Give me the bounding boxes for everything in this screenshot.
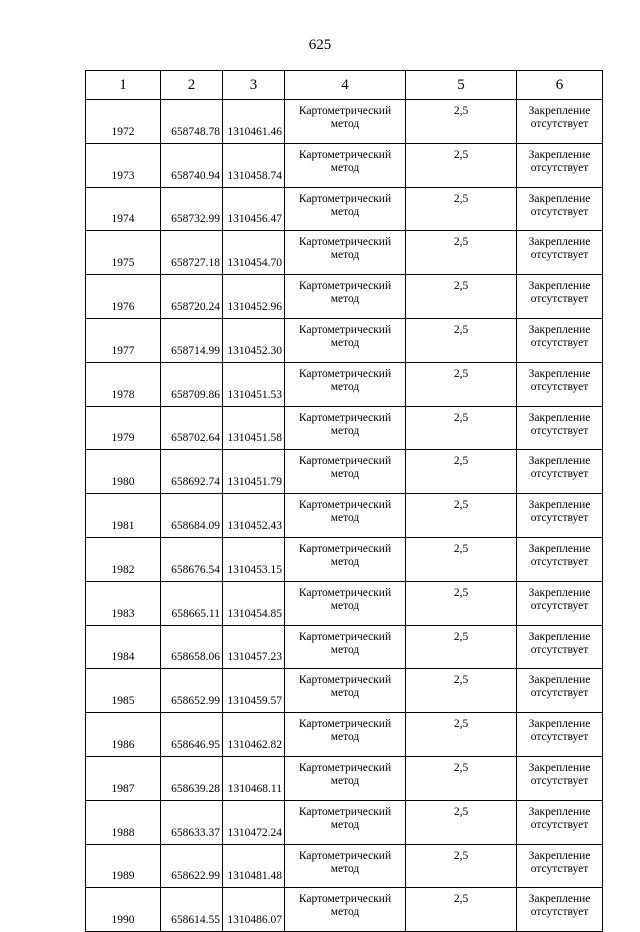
method-cell-line-2: метод: [330, 599, 360, 612]
method-cell: [285, 888, 406, 932]
method-cell-line-2: метод: [330, 380, 360, 393]
column-header-2: 2: [161, 71, 223, 100]
method-cell-line-1: Картометрический: [298, 630, 392, 643]
fixation-cell-line-1: Закрепление: [528, 674, 591, 687]
fixation-cell-line-2: отсутствует: [530, 774, 589, 787]
point-number-cell: 1980: [86, 450, 161, 494]
fixation-cell: [517, 756, 603, 800]
fixation-cell-line-2: отсутствует: [530, 906, 589, 919]
column-header-6: 6: [517, 71, 603, 100]
method-cell: [285, 450, 406, 494]
table-header-row: [86, 71, 603, 100]
method-cell: [285, 100, 406, 144]
y-coordinate-cell: 1310472.24: [223, 800, 285, 844]
table-row: [86, 231, 603, 275]
y-coordinate-cell: 1310452.96: [223, 275, 285, 319]
table-row: [86, 844, 603, 888]
y-coordinate-cell: 1310453.15: [223, 537, 285, 581]
x-coordinate-cell: 658633.37: [161, 800, 223, 844]
x-coordinate-cell: 658714.99: [161, 318, 223, 362]
x-coordinate-cell: 658684.09: [161, 494, 223, 538]
accuracy-cell: 2,5: [406, 800, 517, 844]
y-coordinate-cell: 1310452.43: [223, 494, 285, 538]
fixation-cell-line-1: Закрепление: [528, 805, 591, 818]
fixation-cell-line-2: отсутствует: [530, 118, 589, 130]
fixation-cell-line-1: Закрепление: [528, 148, 591, 161]
fixation-cell-line-1: Закрепление: [528, 367, 591, 380]
method-cell: [285, 625, 406, 669]
method-cell-line-1: Картометрический: [298, 718, 392, 731]
fixation-cell-line-2: отсутствует: [530, 424, 589, 437]
table-row: [86, 756, 603, 800]
accuracy-cell: 2,5: [406, 275, 517, 319]
point-number-cell: 1983: [86, 581, 161, 625]
fixation-cell-line-1: Закрепление: [528, 105, 591, 117]
y-coordinate-cell: 1310451.53: [223, 362, 285, 406]
y-coordinate-cell: 1310486.07: [223, 888, 285, 932]
table-row: [86, 537, 603, 581]
x-coordinate-cell: 658622.99: [161, 844, 223, 888]
method-cell-line-2: метод: [330, 687, 360, 700]
method-cell-line-2: метод: [330, 293, 360, 306]
table-row: [86, 669, 603, 713]
fixation-cell-line-1: Закрепление: [528, 411, 591, 424]
fixation-cell: [517, 275, 603, 319]
method-cell-line-1: Картометрический: [298, 280, 392, 293]
method-cell-line-1: Картометрический: [298, 499, 392, 512]
fixation-cell: [517, 581, 603, 625]
accuracy-cell: 2,5: [406, 450, 517, 494]
y-coordinate-cell: 1310458.74: [223, 143, 285, 187]
fixation-cell-line-2: отсутствует: [530, 249, 589, 262]
column-header-4: 4: [285, 71, 406, 100]
x-coordinate-cell: 658646.95: [161, 713, 223, 757]
table-row: [86, 800, 603, 844]
y-coordinate-cell: 1310454.85: [223, 581, 285, 625]
fixation-cell-line-1: Закрепление: [528, 586, 591, 599]
fixation-cell: [517, 450, 603, 494]
method-cell-line-2: метод: [330, 555, 360, 568]
fixation-cell: [517, 100, 603, 144]
method-cell-line-2: метод: [330, 862, 360, 875]
method-cell-line-2: метод: [330, 643, 360, 656]
fixation-cell-line-2: отсутствует: [530, 599, 589, 612]
accuracy-cell: 2,5: [406, 362, 517, 406]
fixation-cell-line-1: Закрепление: [528, 323, 591, 336]
fixation-cell-line-1: Закрепление: [528, 718, 591, 731]
method-cell-line-2: метод: [330, 118, 360, 130]
fixation-cell-line-2: отсутствует: [530, 512, 589, 525]
fixation-cell: [517, 187, 603, 231]
table-body: [86, 100, 603, 932]
method-cell: [285, 756, 406, 800]
table-row: [86, 100, 603, 144]
fixation-cell-line-2: отсутствует: [530, 862, 589, 875]
point-number-cell: 1973: [86, 143, 161, 187]
method-cell: [285, 275, 406, 319]
method-cell: [285, 143, 406, 187]
point-number-cell: 1975: [86, 231, 161, 275]
y-coordinate-cell: 1310454.70: [223, 231, 285, 275]
fixation-cell: [517, 625, 603, 669]
fixation-cell-line-1: Закрепление: [528, 761, 591, 774]
accuracy-cell: 2,5: [406, 494, 517, 538]
x-coordinate-cell: 658740.94: [161, 143, 223, 187]
y-coordinate-cell: 1310452.30: [223, 318, 285, 362]
x-coordinate-cell: 658702.64: [161, 406, 223, 450]
fixation-cell-line-2: отсутствует: [530, 380, 589, 393]
point-number-cell: 1987: [86, 756, 161, 800]
method-cell-line-1: Картометрический: [298, 893, 392, 906]
method-cell-line-1: Картометрический: [298, 805, 392, 818]
method-cell-line-2: метод: [330, 249, 360, 262]
x-coordinate-cell: 658665.11: [161, 581, 223, 625]
y-coordinate-cell: 1310456.47: [223, 187, 285, 231]
method-cell-line-1: Картометрический: [298, 236, 392, 249]
fixation-cell-line-1: Закрепление: [528, 236, 591, 249]
fixation-cell: [517, 143, 603, 187]
method-cell-line-2: метод: [330, 774, 360, 787]
method-cell-line-2: метод: [330, 468, 360, 481]
table-row: [86, 318, 603, 362]
method-cell-line-2: метод: [330, 731, 360, 744]
fixation-cell: [517, 800, 603, 844]
x-coordinate-cell: 658732.99: [161, 187, 223, 231]
x-coordinate-cell: 658692.74: [161, 450, 223, 494]
fixation-cell: [517, 537, 603, 581]
accuracy-cell: 2,5: [406, 669, 517, 713]
point-number-cell: 1990: [86, 888, 161, 932]
table-row: [86, 581, 603, 625]
x-coordinate-cell: 658720.24: [161, 275, 223, 319]
table-row: [86, 450, 603, 494]
fixation-cell-line-2: отсутствует: [530, 293, 589, 306]
method-cell-line-2: метод: [330, 161, 360, 174]
fixation-cell-line-2: отсутствует: [530, 555, 589, 568]
y-coordinate-cell: 1310468.11: [223, 756, 285, 800]
method-cell-line-2: метод: [330, 906, 360, 919]
accuracy-cell: 2,5: [406, 713, 517, 757]
method-cell: [285, 187, 406, 231]
fixation-cell-line-2: отсутствует: [530, 336, 589, 349]
method-cell-line-1: Картометрический: [298, 849, 392, 862]
fixation-cell: [517, 844, 603, 888]
fixation-cell-line-1: Закрепление: [528, 499, 591, 512]
method-cell-line-2: метод: [330, 424, 360, 437]
method-cell: [285, 537, 406, 581]
column-header-5: 5: [406, 71, 517, 100]
method-cell-line-1: Картометрический: [298, 455, 392, 468]
table-row: [86, 713, 603, 757]
method-cell: [285, 800, 406, 844]
fixation-cell-line-1: Закрепление: [528, 192, 591, 205]
fixation-cell: [517, 406, 603, 450]
method-cell: [285, 406, 406, 450]
method-cell-line-2: метод: [330, 205, 360, 218]
method-cell-line-1: Картометрический: [298, 586, 392, 599]
method-cell: [285, 844, 406, 888]
accuracy-cell: 2,5: [406, 318, 517, 362]
page-number: 625: [308, 37, 332, 53]
table-row: [86, 362, 603, 406]
accuracy-cell: 2,5: [406, 231, 517, 275]
accuracy-cell: 2,5: [406, 581, 517, 625]
table-row: [86, 625, 603, 669]
x-coordinate-cell: 658639.28: [161, 756, 223, 800]
point-number-cell: 1976: [86, 275, 161, 319]
accuracy-cell: 2,5: [406, 143, 517, 187]
table-row: [86, 275, 603, 319]
point-number-cell: 1979: [86, 406, 161, 450]
x-coordinate-cell: 658727.18: [161, 231, 223, 275]
accuracy-cell: 2,5: [406, 187, 517, 231]
table-row: [86, 143, 603, 187]
accuracy-cell: 2,5: [406, 888, 517, 932]
x-coordinate-cell: 658709.86: [161, 362, 223, 406]
y-coordinate-cell: 1310461.46: [223, 100, 285, 144]
point-number-cell: 1981: [86, 494, 161, 538]
fixation-cell-line-2: отсутствует: [530, 687, 589, 700]
method-cell: [285, 494, 406, 538]
method-cell-line-1: Картометрический: [298, 411, 392, 424]
method-cell-line-1: Картометрический: [298, 192, 392, 205]
fixation-cell-line-1: Закрепление: [528, 893, 591, 906]
point-number-cell: 1978: [86, 362, 161, 406]
x-coordinate-cell: 658676.54: [161, 537, 223, 581]
fixation-cell-line-2: отсутствует: [530, 731, 589, 744]
method-cell-line-1: Картометрический: [298, 761, 392, 774]
x-coordinate-cell: 658652.99: [161, 669, 223, 713]
fixation-cell: [517, 318, 603, 362]
accuracy-cell: 2,5: [406, 100, 517, 144]
method-cell: [285, 581, 406, 625]
point-number-cell: 1982: [86, 537, 161, 581]
method-cell: [285, 713, 406, 757]
fixation-cell-line-1: Закрепление: [528, 280, 591, 293]
table-row: [86, 187, 603, 231]
x-coordinate-cell: 658614.55: [161, 888, 223, 932]
method-cell-line-1: Картометрический: [298, 674, 392, 687]
y-coordinate-cell: 1310459.57: [223, 669, 285, 713]
method-cell-line-1: Картометрический: [298, 105, 392, 117]
fixation-cell-line-2: отсутствует: [530, 643, 589, 656]
point-number-cell: 1985: [86, 669, 161, 713]
method-cell-line-1: Картометрический: [298, 148, 392, 161]
accuracy-cell: 2,5: [406, 406, 517, 450]
y-coordinate-cell: 1310451.79: [223, 450, 285, 494]
y-coordinate-cell: 1310457.23: [223, 625, 285, 669]
point-number-cell: 1977: [86, 318, 161, 362]
fixation-cell: [517, 231, 603, 275]
table-row: [86, 406, 603, 450]
point-number-cell: 1986: [86, 713, 161, 757]
fixation-cell-line-1: Закрепление: [528, 455, 591, 468]
accuracy-cell: 2,5: [406, 625, 517, 669]
fixation-cell-line-1: Закрепление: [528, 630, 591, 643]
fixation-cell: [517, 669, 603, 713]
column-header-1: 1: [86, 71, 161, 100]
fixation-cell-line-2: отсутствует: [530, 818, 589, 831]
x-coordinate-cell: 658748.78: [161, 100, 223, 144]
point-number-cell: 1972: [86, 100, 161, 144]
accuracy-cell: 2,5: [406, 844, 517, 888]
x-coordinate-cell: 658658.06: [161, 625, 223, 669]
y-coordinate-cell: 1310451.58: [223, 406, 285, 450]
method-cell-line-2: метод: [330, 512, 360, 525]
method-cell-line-2: метод: [330, 336, 360, 349]
method-cell-line-1: Картометрический: [298, 542, 392, 555]
fixation-cell-line-2: отсутствует: [530, 205, 589, 218]
method-cell-line-1: Картометрический: [298, 323, 392, 336]
method-cell: [285, 362, 406, 406]
fixation-cell: [517, 713, 603, 757]
fixation-cell-line-2: отсутствует: [530, 468, 589, 481]
point-number-cell: 1984: [86, 625, 161, 669]
fixation-cell-line-1: Закрепление: [528, 849, 591, 862]
table-row: [86, 494, 603, 538]
point-number-cell: 1989: [86, 844, 161, 888]
accuracy-cell: 2,5: [406, 756, 517, 800]
fixation-cell-line-1: Закрепление: [528, 542, 591, 555]
method-cell: [285, 669, 406, 713]
method-cell: [285, 318, 406, 362]
point-number-cell: 1974: [86, 187, 161, 231]
table-row: [86, 888, 603, 932]
fixation-cell: [517, 494, 603, 538]
fixation-cell: [517, 362, 603, 406]
fixation-cell-line-2: отсутствует: [530, 161, 589, 174]
method-cell-line-2: метод: [330, 818, 360, 831]
point-number-cell: 1988: [86, 800, 161, 844]
fixation-cell: [517, 888, 603, 932]
y-coordinate-cell: 1310462.82: [223, 713, 285, 757]
column-header-3: 3: [223, 71, 285, 100]
method-cell: [285, 231, 406, 275]
coordinates-table: [85, 70, 603, 932]
method-cell-line-1: Картометрический: [298, 367, 392, 380]
accuracy-cell: 2,5: [406, 537, 517, 581]
y-coordinate-cell: 1310481.48: [223, 844, 285, 888]
